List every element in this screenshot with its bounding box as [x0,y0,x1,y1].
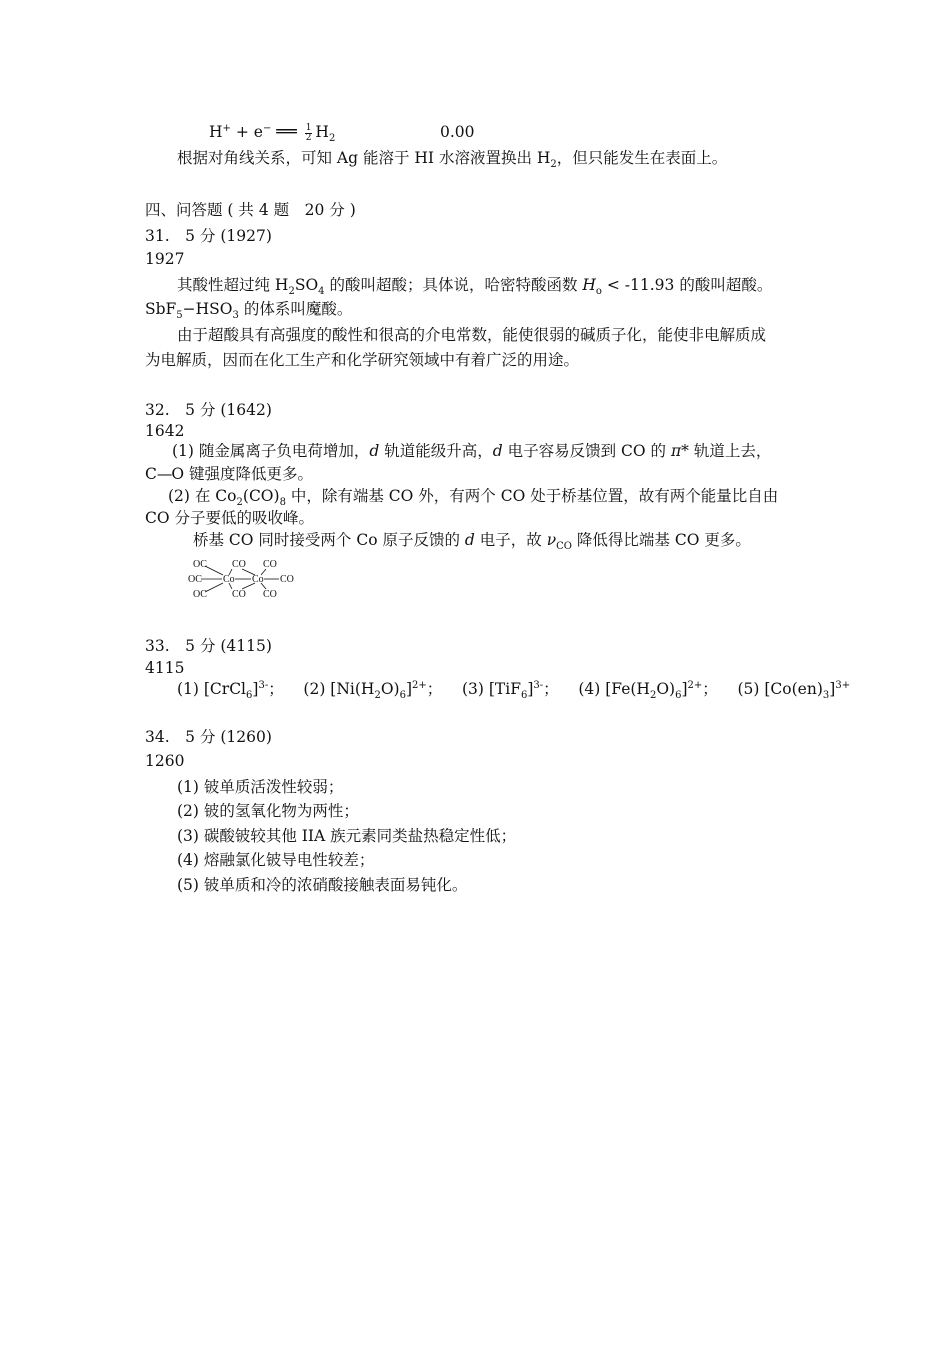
q32-header: 32. 5 分 (1642) [145,401,272,419]
q34-header: 34. 5 分 (1260) [145,728,272,746]
q32-line-1: (1) 随金属离子负电荷增加，d 轨道能级升高，d 电子容易反馈到 CO 的 π* 轨道上去， [172,442,772,460]
q34-item-5: (5) 铍单质和冷的浓硝酸接触表面易钝化。 [177,876,468,894]
q34-code: 1260 [145,752,185,770]
q33-header: 33. 5 分 (4115) [145,637,272,655]
structure-label: OC [193,589,207,600]
q32-code: 1642 [145,422,185,440]
structure-label: OC [193,559,207,570]
co2-co8-structure-diagram [185,556,300,604]
q34-item-1: (1) 铍单质活泼性较弱； [177,778,344,796]
structure-label: CO [263,589,277,600]
structure-label: CO [232,559,246,570]
structure-label: CO [280,574,294,585]
q31-line-2: $SbF_5-HSO_3$ 的体系叫魔酸。 [145,300,353,322]
q32-line-4: CO 分子要低的吸收峰。 [145,509,314,527]
q32-line-5: 桥基 CO 同时接受两个 Co 原子反馈的 d 电子，故 $\nu_{CO}$ 降低得比端基 CO 更多。 [193,531,751,553]
q31-line-4: 为电解质，因而在化工生产和化学研究领域中有着广泛的用途。 [145,351,580,369]
q31-line-1: 其酸性超过纯 $H_2SO_4$ 的酸叫超酸；具体说，哈密特酸函数 $H_o < -11.93$ 的酸叫超酸。 [177,276,773,298]
q34-item-3: (3) 碳酸铍较其他 IIA 族元素同类盐热稳定性低； [177,827,517,845]
q33-answer: (1) [CrCl$_6$]$^{3-}$； (2) $[Ni(H_2O)_6]^{2+}$； (3) $[TiF_6]^{3-}$； (4) $[Fe(H_2O)_6]^{2+}$； (5) $[Co(en)_3]^{3+}$ [177,679,851,702]
structure-label: Co [223,574,235,585]
q32-line-3: (2) 在 $Co_2(CO)_8$ 中，除有端基 CO 外，有两个 CO 处于桥基位置，故有两个能量比自由 [168,487,779,509]
section-title: 四、问答题 ( 共 4 题 20 分 ) [145,201,356,219]
q33-code: 4115 [145,659,185,677]
structure-label: CO [232,589,246,600]
structure-label: OC [188,574,202,585]
q34-item-4: (4) 熔融氯化铍导电性较差； [177,851,375,869]
q34-item-2: (2) 铍的氢氧化物为两性； [177,802,359,820]
structure-label: Co [252,574,264,585]
standard-potential-value: 0.00 [440,123,475,141]
structure-label: CO [263,559,277,570]
conclusion-text: 根据对角线关系，可知 Ag 能溶于 HI 水溶液置换出 $H_2$，但只能发生在表面上。 [177,149,728,171]
q31-header: 31. 5 分 (1927) [145,227,272,245]
q32-line-2: C—O 键强度降低更多。 [145,465,314,483]
q31-code: 1927 [145,250,185,268]
half-reaction-equation: H+ + e− ══ $\frac{1}{2}$ $H_2$ [209,122,336,145]
q31-line-3: 由于超酸具有高强度的酸性和很高的介电常数，能使很弱的碱质子化，能使非电解质成 [177,326,767,344]
